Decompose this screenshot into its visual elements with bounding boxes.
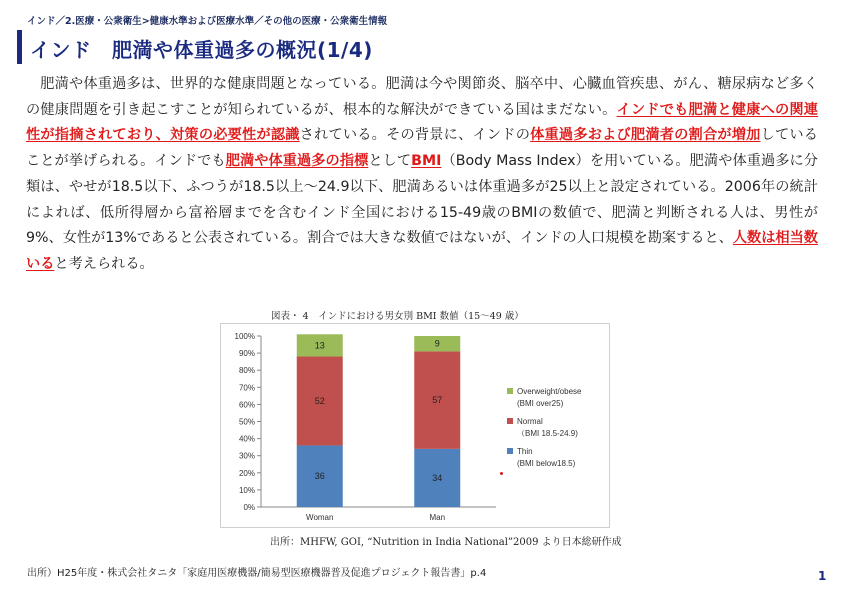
red-dot-marker — [500, 472, 503, 475]
legend-swatch — [507, 388, 513, 394]
bar-value-label: 13 — [314, 340, 325, 351]
body-paragraph — [26, 72, 818, 278]
body-text-6: と考えられる。 — [54, 255, 154, 272]
legend-label: Normal — [517, 417, 543, 426]
bar-value-label: 52 — [314, 395, 325, 406]
body-text-4: として — [368, 153, 412, 170]
bar-value-label: 9 — [434, 338, 440, 349]
highlight-overweight-increase: 体重過多および肥満者の割合が増加 — [530, 127, 761, 144]
highlight-large-number: 人数は相当数いる — [26, 230, 818, 272]
legend-label: (BMI below18.5) — [517, 459, 576, 468]
body-text-5: （Body Mass Index）を用いている。肥満や体重過多に分類は、やせが18.5以下、ふつうが18.5以上～24.9以下、肥満あるいは体重過多が25以上と設定されている。2006年の統計によれば、低所得層から富裕層までを含むインド全国における15-49歳のBMIの数値で、肥満と判断される人は、男性が9%、女性が13%であると公表されている。割合では大きな数値ではないが、インドの人口規模を勘案すると、 — [26, 153, 818, 247]
body-text-1: 肥満や体重過多は、世界的な健康問題となっている。肥満は今や関節炎、脳卒中、心臓血管疾患、がん、糖尿病など多くの健康問題を引き起こすことが知られているが、根本的な解決ができている国はまだない。 — [26, 76, 818, 118]
y-tick-label: 20% — [238, 468, 255, 478]
y-tick-label: 100% — [234, 332, 255, 341]
y-tick-label: 90% — [238, 349, 255, 359]
footer-source: 出所）H25年度・株式会社タニタ「家庭用医療機器/簡易型医療機器普及促進プロジェクト報告書」p.4 — [27, 568, 487, 579]
y-tick-label: 50% — [238, 417, 255, 427]
highlight-obesity-health: インドでも肥満と健康への関連性が指摘されており、対策の必要性が認識 — [26, 101, 818, 144]
y-tick-label: 60% — [238, 400, 255, 410]
body-text-2: されている。その背景に、インドの — [299, 127, 531, 144]
title-accent-bar — [17, 30, 22, 64]
figure-source: 出所：MHFW, GOI, “Nutrition in India National”2009 より日本総研作成 — [270, 537, 622, 548]
y-tick-label: 70% — [238, 383, 255, 393]
legend-label: (BMI over25) — [517, 399, 564, 408]
body-text-3: していることが挙げられる。インドでも — [26, 127, 818, 170]
highlight-bmi: BMI — [411, 153, 442, 170]
bmi-chart — [220, 323, 610, 528]
y-tick-label: 30% — [238, 451, 255, 461]
y-tick-label: 40% — [238, 434, 255, 444]
legend-swatch — [507, 418, 513, 424]
bar-value-label: 36 — [314, 471, 325, 482]
legend-label: Overweight/obese — [517, 387, 582, 396]
bar-value-label: 57 — [432, 395, 443, 406]
y-tick-label: 80% — [238, 366, 255, 376]
breadcrumb: インド／2.医療・公衆衛生>健康水準および医療水準／その他の医療・公衆衛生情報 — [27, 16, 388, 27]
x-category-label: Man — [429, 513, 446, 522]
x-category-label: Woman — [306, 513, 334, 522]
y-tick-label: 10% — [238, 485, 255, 495]
legend-label: （BMI 18.5-24.9) — [517, 429, 578, 438]
y-tick-label: 0% — [243, 503, 255, 512]
bar-value-label: 34 — [432, 472, 443, 483]
page-number: 1 — [818, 569, 827, 583]
highlight-obesity-indicator: 肥満や体重過多の指標 — [225, 153, 369, 170]
legend-label: Thin — [517, 447, 533, 456]
legend-swatch — [507, 448, 513, 454]
bmi-stacked-bar-chart — [221, 324, 611, 529]
page-title: インド 肥満や体重過多の概況(1/4) — [30, 38, 373, 62]
figure-caption: 図表・ 4 インドにおける男女別 BMI 数値（15～49 歳） — [271, 311, 524, 322]
